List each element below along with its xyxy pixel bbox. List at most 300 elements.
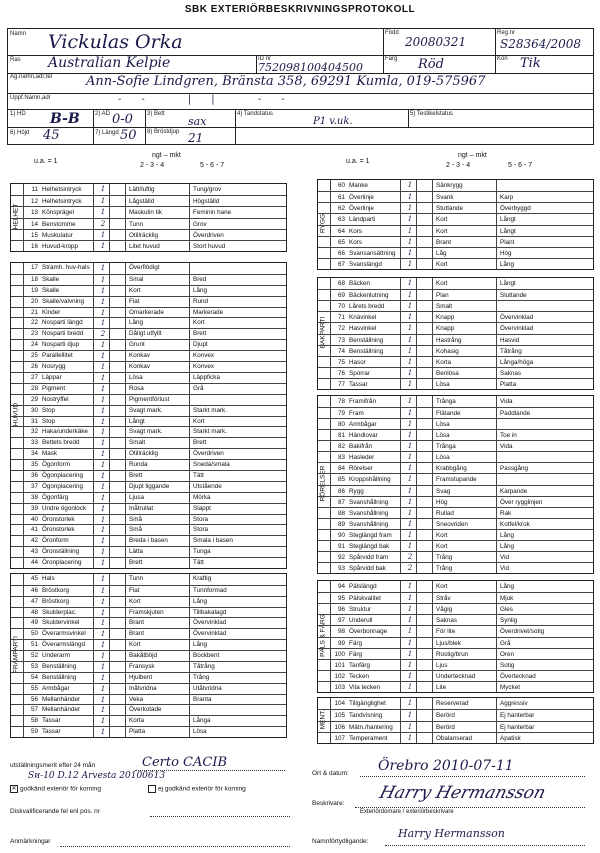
row-criterion: Svansansättning bbox=[349, 249, 396, 257]
row-low-descriptor: Lösa bbox=[436, 380, 450, 388]
row-criterion: Hasvinkel bbox=[349, 325, 377, 333]
row-mark: 1 bbox=[100, 673, 106, 682]
row-high-descriptor: Lång bbox=[193, 286, 208, 294]
row-low-descriptor: Kort bbox=[129, 641, 141, 649]
row-low-descriptor: Lätta bbox=[129, 548, 144, 556]
row-criterion: Mellanhänder bbox=[42, 695, 81, 703]
row-number: 19 bbox=[30, 286, 38, 294]
row-low-descriptor: Otillräcklig bbox=[129, 450, 159, 458]
row-low-descriptor: Runda bbox=[129, 461, 148, 469]
row-mark: 1 bbox=[100, 652, 106, 661]
row-mark: 2 bbox=[407, 563, 413, 572]
row-low-descriptor: Flat bbox=[129, 586, 140, 594]
row-high-descriptor: Övervinklad bbox=[193, 619, 227, 627]
row-number: 73 bbox=[337, 336, 345, 344]
row-high-descriptor: Tung/grov bbox=[193, 186, 222, 193]
row-criterion: Nosrygg bbox=[42, 363, 66, 371]
row-number: 46 bbox=[30, 586, 38, 594]
row-high-descriptor: Kraftig bbox=[193, 575, 212, 582]
row-mark: 1 bbox=[100, 662, 106, 671]
row-mark: 1 bbox=[407, 638, 413, 647]
table-row bbox=[318, 581, 593, 592]
row-criterion: Stramh. huv-hals bbox=[42, 264, 90, 271]
row-mark: 1 bbox=[407, 226, 413, 235]
row-criterion: Kors bbox=[349, 238, 362, 246]
row-criterion: Huvud-kropp bbox=[42, 242, 79, 250]
row-high-descriptor: Vid bbox=[500, 564, 509, 572]
row-criterion: Svanshållning bbox=[349, 509, 389, 517]
row-low-descriptor: Lösa bbox=[129, 373, 143, 381]
row-criterion: Vita tecken bbox=[349, 683, 381, 691]
scale-hi-left: 5 - 6 - 7 bbox=[200, 162, 225, 169]
hd-label: 1) HD bbox=[10, 111, 26, 117]
row-number: 25 bbox=[30, 352, 38, 360]
row-low-descriptor: Trång bbox=[436, 553, 453, 561]
scale-ngt-right: ngt – mkt bbox=[458, 152, 487, 159]
row-criterion: Parallellitet bbox=[42, 352, 73, 360]
row-low-descriptor: Saknas bbox=[436, 617, 458, 625]
row-number: 97 bbox=[337, 617, 345, 625]
row-high-descriptor: Kort bbox=[193, 319, 205, 327]
breeder-info: -- || -- bbox=[118, 94, 305, 105]
row-high-descriptor: Djupt bbox=[193, 341, 208, 349]
row-high-descriptor: Karpande bbox=[500, 487, 528, 495]
row-mark: 1 bbox=[407, 357, 413, 366]
row-high-descriptor: Högställd bbox=[193, 198, 220, 206]
row-mark: 1 bbox=[407, 582, 413, 590]
section-bakparti bbox=[317, 277, 594, 390]
row-criterion: Hasleder bbox=[349, 454, 375, 462]
bite-value: sax bbox=[188, 115, 207, 128]
row-low-descriptor: Rullad bbox=[436, 509, 454, 517]
row-low-descriptor: Små bbox=[129, 526, 142, 534]
row-number: 88 bbox=[337, 509, 345, 517]
row-high-descriptor: Sneda/smala bbox=[193, 461, 230, 469]
row-criterion: Benställning bbox=[42, 662, 77, 670]
row-mark: 1 bbox=[407, 464, 413, 473]
table-row bbox=[318, 180, 593, 191]
row-criterion: Ländparti bbox=[349, 216, 376, 224]
row-number: 38 bbox=[30, 493, 38, 501]
row-number: 40 bbox=[30, 515, 38, 523]
row-low-descriptor: För lite bbox=[436, 628, 456, 636]
row-criterion: Överarmsvinkel bbox=[42, 630, 86, 638]
row-high-descriptor: Mycket bbox=[500, 683, 520, 691]
row-low-descriptor: Grunt bbox=[129, 341, 145, 349]
row-number: 69 bbox=[337, 292, 345, 300]
row-mark: 1 bbox=[407, 313, 413, 322]
row-high-descriptor: Överdrivet/sotig bbox=[500, 628, 545, 636]
row-mark: 1 bbox=[407, 660, 413, 669]
row-criterion: Skalle bbox=[42, 286, 60, 294]
place-date-value: Örebro 2010-07-11 bbox=[378, 758, 514, 774]
row-criterion: Nostryffel bbox=[42, 395, 69, 403]
row-mark: 1 bbox=[407, 346, 413, 355]
height-label: 6) Höjd bbox=[10, 130, 30, 136]
row-mark: 2 bbox=[100, 330, 106, 339]
table-row bbox=[318, 378, 593, 390]
row-low-descriptor: Obalanserad bbox=[436, 734, 473, 742]
row-number: 66 bbox=[337, 249, 345, 257]
row-mark: 1 bbox=[407, 711, 413, 720]
row-number: 85 bbox=[337, 476, 345, 484]
row-mark: 1 bbox=[100, 548, 106, 557]
row-high-descriptor: Läppficka bbox=[193, 373, 220, 381]
row-low-descriptor: Lösa bbox=[436, 421, 450, 429]
row-number: 67 bbox=[337, 260, 345, 268]
row-criterion: Tecken bbox=[349, 672, 369, 680]
row-number: 54 bbox=[30, 673, 38, 681]
row-mark: 1 bbox=[407, 259, 413, 268]
row-number: 71 bbox=[337, 314, 345, 322]
row-high-descriptor: Lång bbox=[500, 531, 515, 539]
row-high-descriptor: Platta bbox=[500, 380, 517, 388]
section-group-label: FRAMPARTI bbox=[12, 635, 20, 673]
row-high-descriptor: Sluttande bbox=[500, 292, 527, 300]
row-mark: 1 bbox=[407, 181, 413, 189]
row-number: 75 bbox=[337, 358, 345, 366]
row-mark: 1 bbox=[100, 230, 106, 239]
row-mark: 1 bbox=[407, 682, 413, 691]
row-low-descriptor: Omarkerade bbox=[129, 308, 164, 316]
row-number: 58 bbox=[30, 717, 38, 725]
row-low-descriptor: Ljus bbox=[436, 661, 448, 669]
row-criterion: Kinder bbox=[42, 308, 61, 316]
row-mark: 1 bbox=[407, 291, 413, 300]
judge-sub-label: Exteriördomare / exteriörbeskrivare bbox=[360, 809, 454, 815]
row-mark: 1 bbox=[100, 586, 106, 595]
owner-info: Ann-Sofie Lindgren, Bränsta 358, 69291 Kumla, 019-575967 bbox=[86, 74, 486, 89]
row-criterion: Undre ögonlock bbox=[42, 504, 87, 512]
row-high-descriptor: Starkt mark. bbox=[193, 428, 227, 436]
approved-checkbox[interactable]: ✕ godkänd exteriör för korning bbox=[11, 785, 101, 793]
row-number: 35 bbox=[30, 461, 38, 469]
row-high-descriptor: Tillbakalagd bbox=[193, 608, 227, 616]
row-mark: 1 bbox=[407, 453, 413, 462]
breed: Australian Kelpie bbox=[48, 55, 171, 71]
row-low-descriptor: Smal bbox=[129, 275, 144, 283]
row-criterion: Öronstorlek bbox=[42, 526, 75, 534]
section-group-label: BAKPARTI bbox=[319, 316, 327, 348]
row-high-descriptor: Slappt bbox=[193, 504, 211, 512]
row-mark: 1 bbox=[100, 197, 106, 206]
row-number: 34 bbox=[30, 450, 38, 458]
row-mark: 1 bbox=[407, 519, 413, 528]
row-high-descriptor: Över rygglinjen bbox=[500, 498, 543, 506]
merit-label: utställningsmerit efter 24 mån bbox=[10, 762, 96, 769]
row-number: 65 bbox=[337, 238, 345, 246]
row-mark: 2 bbox=[100, 219, 106, 228]
row-mark: 1 bbox=[100, 608, 106, 617]
row-low-descriptor: Trånga bbox=[436, 398, 456, 405]
row-high-descriptor: Markerade bbox=[193, 308, 224, 316]
row-number: 94 bbox=[337, 583, 345, 590]
row-number: 61 bbox=[337, 194, 345, 202]
row-high-descriptor: Branta bbox=[193, 695, 212, 703]
row-number: 18 bbox=[30, 275, 38, 283]
row-criterion: Hasor bbox=[349, 358, 366, 366]
row-criterion: Pälskvalitet bbox=[349, 595, 381, 603]
row-mark: 1 bbox=[407, 409, 413, 418]
row-low-descriptor: Lösa bbox=[436, 454, 450, 462]
row-mark: 1 bbox=[100, 406, 106, 415]
merit-value: Certo CACIB bbox=[142, 755, 228, 770]
id-number: 752098100404500 bbox=[258, 61, 363, 74]
place-date-label: Ort & datum: bbox=[312, 770, 349, 777]
row-mark: 1 bbox=[100, 373, 106, 382]
row-high-descriptor: Lång bbox=[500, 583, 515, 590]
row-high-descriptor: Karp bbox=[500, 194, 514, 202]
section-helhet bbox=[10, 183, 287, 252]
ad-label: 2) AD bbox=[95, 111, 111, 117]
row-mark: 1 bbox=[100, 706, 106, 715]
row-low-descriptor: Inåtvridna bbox=[129, 684, 157, 692]
row-low-descriptor: Otillräcklig bbox=[129, 231, 159, 239]
row-low-descriptor: Stråv bbox=[436, 595, 451, 603]
section-rörelser bbox=[317, 395, 594, 574]
row-low-descriptor: Framstupande bbox=[436, 476, 477, 484]
row-criterion: Tandvisning bbox=[349, 712, 383, 720]
row-high-descriptor: Aggressiv bbox=[500, 700, 528, 707]
row-low-descriptor: Hjulbent bbox=[129, 673, 153, 681]
row-criterion: Manke bbox=[349, 182, 368, 189]
row-criterion: Benställning bbox=[42, 673, 77, 681]
row-low-descriptor: Kort bbox=[129, 597, 141, 605]
row-criterion: Hals bbox=[42, 575, 55, 582]
row-low-descriptor: Kort bbox=[436, 583, 448, 590]
ad-value: 0-0 bbox=[112, 112, 133, 127]
form-title: SBK EXTERIÖRBESKRIVNINGSPROTOKOLL bbox=[184, 4, 416, 15]
row-number: 23 bbox=[30, 330, 38, 338]
scale-lo-left: 2 - 3 - 4 bbox=[140, 162, 165, 169]
row-low-descriptor: Överflödigt bbox=[129, 264, 160, 271]
row-mark: 1 bbox=[100, 417, 106, 426]
row-criterion: Haka/underkäke bbox=[42, 428, 88, 436]
row-mark: 1 bbox=[407, 497, 413, 506]
row-low-descriptor: Benlösa bbox=[436, 369, 459, 377]
row-mark: 1 bbox=[407, 279, 413, 287]
row-mark: 1 bbox=[407, 379, 413, 388]
row-criterion: Överbonnage bbox=[349, 628, 388, 636]
row-high-descriptor: Hasvid bbox=[500, 336, 520, 344]
row-number: 37 bbox=[30, 482, 38, 490]
row-number: 82 bbox=[337, 443, 345, 451]
row-high-descriptor: Plant bbox=[500, 238, 515, 246]
row-low-descriptor: Svank bbox=[436, 194, 454, 202]
section-group-label: PÄLS & FÄRG bbox=[319, 613, 327, 657]
row-mark: 1 bbox=[100, 728, 106, 737]
row-number: 87 bbox=[337, 498, 345, 506]
row-low-descriptor: Reserverad bbox=[436, 700, 469, 707]
row-low-descriptor: Framskjuten bbox=[129, 608, 164, 616]
length-label: 7) Längd bbox=[95, 130, 119, 136]
row-mark: 1 bbox=[407, 204, 413, 213]
dog-name: Vickulas Orka bbox=[48, 31, 183, 53]
row-low-descriptor: Maskulin tik bbox=[129, 209, 162, 217]
row-mark: 1 bbox=[407, 486, 413, 495]
row-high-descriptor: Långa/höga bbox=[500, 358, 534, 366]
row-mark: 1 bbox=[100, 275, 106, 284]
row-high-descriptor: Långt bbox=[500, 227, 516, 235]
row-low-descriptor: Sänkrygg bbox=[436, 182, 463, 189]
row-high-descriptor: Vida bbox=[500, 398, 513, 405]
row-low-descriptor: Platta bbox=[129, 728, 146, 736]
row-low-descriptor: Berörd bbox=[436, 712, 455, 720]
row-high-descriptor: Apatisk bbox=[500, 734, 521, 742]
row-mark: 1 bbox=[407, 530, 413, 539]
row-criterion: Svanshållning bbox=[349, 520, 389, 528]
row-low-descriptor: Flätande bbox=[436, 410, 461, 418]
row-criterion: Överlinje bbox=[349, 194, 374, 202]
row-criterion: Skalle bbox=[42, 275, 60, 283]
table-row bbox=[11, 184, 286, 195]
teeth-label: 4) Tandstatus bbox=[237, 111, 273, 117]
row-number: 45 bbox=[30, 575, 38, 582]
breed-label: Ras bbox=[10, 57, 21, 63]
row-low-descriptor: Brant bbox=[129, 630, 145, 638]
row-number: 31 bbox=[30, 417, 38, 425]
row-high-descriptor: Mjuk bbox=[500, 595, 514, 603]
row-mark: 1 bbox=[100, 241, 106, 250]
row-mark: 1 bbox=[100, 352, 106, 361]
not-approved-checkbox[interactable] bbox=[148, 785, 246, 793]
scale-ua-left: u.a. = 1 bbox=[34, 158, 58, 165]
row-mark: 1 bbox=[407, 475, 413, 484]
row-high-descriptor: Toe in bbox=[500, 432, 517, 440]
row-high-descriptor: Lång bbox=[500, 542, 515, 550]
row-high-descriptor: Brett bbox=[193, 330, 207, 338]
judge-signature: Harry Hermansson bbox=[377, 783, 548, 803]
row-high-descriptor: Stora bbox=[193, 515, 209, 523]
row-number: 78 bbox=[337, 398, 345, 405]
row-low-descriptor: Hastrång bbox=[436, 336, 462, 344]
row-mark: 1 bbox=[100, 428, 106, 437]
row-number: 101 bbox=[334, 661, 345, 669]
row-mark: 1 bbox=[100, 208, 106, 217]
judge-label: Beskrivare: bbox=[312, 800, 345, 807]
row-criterion: Skalle/valvning bbox=[42, 297, 85, 305]
row-low-descriptor: Litet huvud bbox=[129, 242, 160, 250]
row-low-descriptor: Kort bbox=[436, 542, 448, 550]
row-low-descriptor: Bakåtböjd bbox=[129, 652, 158, 660]
row-criterion: Mätn./hantering bbox=[349, 723, 393, 731]
row-mark: 1 bbox=[407, 215, 413, 224]
row-criterion: Tassar bbox=[349, 380, 368, 388]
coat-color: Röd bbox=[418, 57, 444, 72]
row-number: 27 bbox=[30, 373, 38, 381]
row-number: 84 bbox=[337, 465, 345, 473]
row-criterion: Spårvidd bak bbox=[349, 564, 386, 572]
row-number: 13 bbox=[30, 209, 38, 217]
table-row bbox=[11, 263, 286, 274]
row-low-descriptor: Sneovriden bbox=[436, 520, 468, 528]
row-mark: 1 bbox=[100, 439, 106, 448]
row-low-descriptor: Ljusa bbox=[129, 493, 145, 501]
table-row bbox=[318, 681, 593, 693]
row-number: 93 bbox=[337, 564, 345, 572]
row-mark: 1 bbox=[407, 508, 413, 517]
row-mark: 1 bbox=[100, 493, 106, 502]
disqualify-label: Diskvalificerande fel enl pos. nr bbox=[10, 808, 100, 815]
row-number: 48 bbox=[30, 608, 38, 616]
hd-value: B-B bbox=[50, 111, 80, 127]
row-criterion: Mellanhänder bbox=[42, 706, 81, 714]
table-row bbox=[318, 278, 593, 289]
row-low-descriptor: Smalt bbox=[129, 439, 146, 447]
section-huvud bbox=[10, 262, 287, 569]
section-group-label: RYGG bbox=[319, 213, 327, 233]
row-low-descriptor: Plan bbox=[436, 292, 449, 300]
row-mark: 1 bbox=[100, 395, 106, 404]
row-criterion: Muskulatur bbox=[42, 231, 73, 239]
row-low-descriptor: Kort bbox=[129, 286, 141, 294]
row-criterion: Kroppshållning bbox=[349, 476, 391, 484]
row-mark: 1 bbox=[100, 575, 106, 583]
row-high-descriptor: Grå bbox=[193, 384, 204, 392]
row-low-descriptor: Kort bbox=[436, 531, 448, 539]
row-low-descriptor: Lösa bbox=[436, 432, 450, 440]
row-mark: 1 bbox=[407, 627, 413, 636]
row-mark: 1 bbox=[407, 302, 413, 311]
row-number: 21 bbox=[30, 308, 38, 316]
row-high-descriptor: Bred bbox=[193, 275, 207, 283]
row-criterion: Underarm bbox=[42, 652, 70, 660]
row-number: 81 bbox=[337, 432, 345, 440]
row-mark: 1 bbox=[100, 619, 106, 628]
row-criterion: Svanslängd bbox=[349, 260, 382, 268]
row-number: 60 bbox=[337, 182, 345, 189]
row-high-descriptor: Överdriven bbox=[193, 450, 224, 458]
row-criterion: Öronform bbox=[42, 537, 69, 545]
row-high-descriptor: Övertecknad bbox=[500, 672, 536, 680]
row-number: 26 bbox=[30, 363, 38, 371]
row-low-descriptor: Brant bbox=[129, 619, 145, 627]
row-criterion: Tanfärg bbox=[349, 661, 371, 669]
row-high-descriptor: Gles bbox=[500, 606, 513, 614]
row-number: 29 bbox=[30, 395, 38, 403]
row-number: 39 bbox=[30, 504, 38, 512]
table-row bbox=[11, 240, 286, 252]
row-low-descriptor: Kort bbox=[436, 260, 448, 268]
row-criterion: Bettets bredd bbox=[42, 439, 80, 447]
row-criterion: Tassar bbox=[42, 728, 61, 736]
row-number: 83 bbox=[337, 454, 345, 462]
row-mark: 1 bbox=[407, 431, 413, 440]
row-number: 68 bbox=[337, 280, 345, 287]
row-high-descriptor: Överdriven bbox=[193, 231, 224, 239]
table-row bbox=[11, 557, 286, 569]
row-number: 43 bbox=[30, 548, 38, 556]
row-high-descriptor: Grå bbox=[500, 639, 511, 647]
row-low-descriptor: Brant bbox=[436, 238, 452, 246]
row-mark: 1 bbox=[100, 319, 106, 328]
row-mark: 1 bbox=[100, 515, 106, 524]
row-high-descriptor: Långt bbox=[500, 216, 516, 224]
row-low-descriptor: Svagt mark. bbox=[129, 406, 163, 414]
row-number: 77 bbox=[337, 380, 345, 388]
table-row bbox=[318, 396, 593, 407]
row-criterion: Pälslängd bbox=[349, 583, 377, 590]
row-criterion: Skuldervinkel bbox=[42, 619, 80, 627]
row-mark: 1 bbox=[407, 605, 413, 614]
row-mark: 1 bbox=[100, 482, 106, 491]
table-row bbox=[11, 726, 286, 738]
row-mark: 1 bbox=[407, 733, 413, 742]
row-high-descriptor: Feminin hane bbox=[193, 209, 232, 217]
row-low-descriptor: Knapp bbox=[436, 314, 455, 322]
row-number: 91 bbox=[337, 542, 345, 550]
row-low-descriptor: Kort bbox=[436, 216, 448, 224]
